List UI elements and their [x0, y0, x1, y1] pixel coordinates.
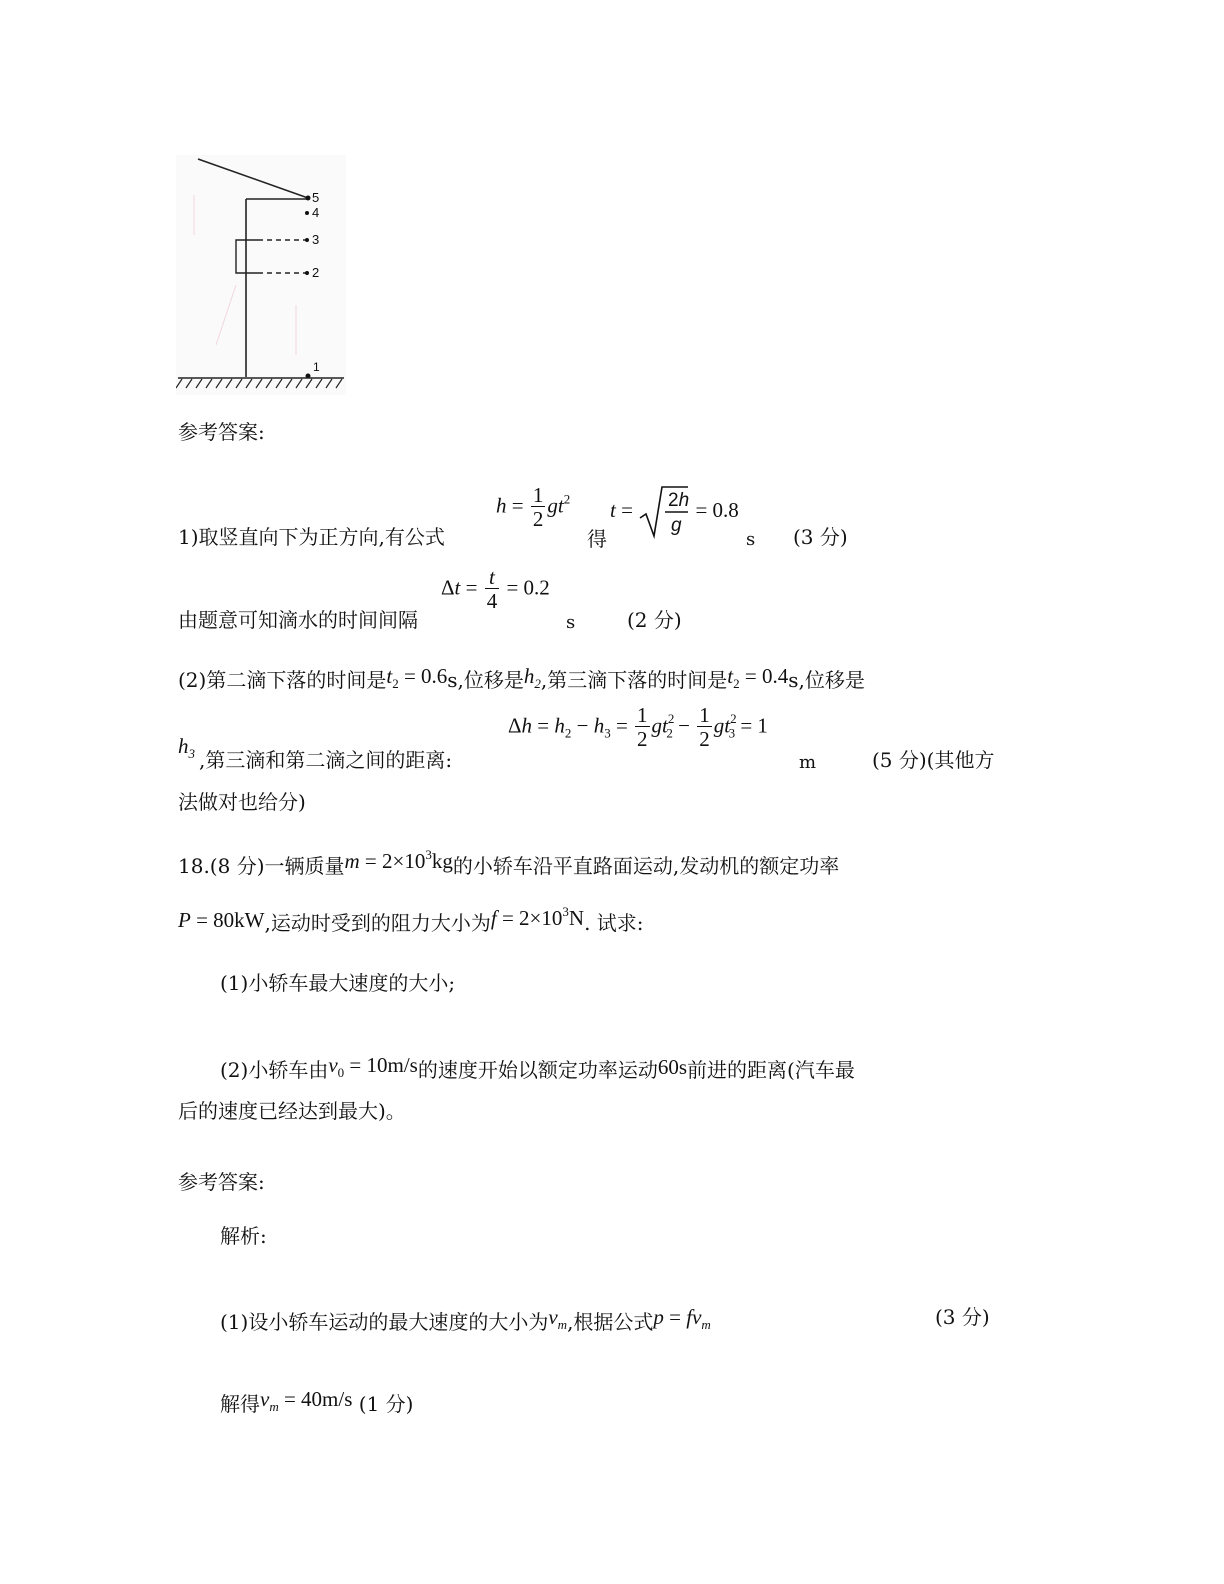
drop-label-1: 1 [313, 360, 320, 374]
line3-t3: $t_2 = 0.4$ [727, 664, 789, 691]
line3-d: s,位移是 [788, 668, 865, 692]
formula-delta-t: Δt = $\frac{t}{4}$ = 0.2 [441, 565, 550, 613]
problem18-q2 [220, 1053, 855, 1085]
drop-label-5: 5 [312, 190, 320, 205]
p18-q2-a: (2)小轿车由 [220, 1058, 329, 1082]
p18-q2-d: 后的速度已经达到最大)。 [178, 1099, 406, 1123]
answer1-line1-prefix: 1)取竖直向下为正方向,有公式 [178, 525, 445, 549]
a2-s2-a: 解得 [220, 1392, 260, 1416]
svg-text:g: g [671, 515, 682, 536]
formula-delta-h: $\Delta h = h_2 - h_3$ = $\frac{1}{2}$ $gt^2_2$ − $\frac{1}{2}$ $gt^2_3 = 1$ [508, 703, 768, 751]
p18-q2-c: 前进的距离(汽车最 [687, 1058, 855, 1082]
answer1-score-2: (2 分) [627, 608, 682, 632]
answer2-s2 [220, 1387, 413, 1419]
drop-label-3: 3 [312, 232, 320, 247]
drop-5 [306, 196, 311, 201]
answer2-label: 参考答案: [178, 1170, 265, 1194]
a2-s2-score: (1 分) [358, 1392, 414, 1416]
a2-s1-a: (1)设小轿车运动的最大速度的大小为 [220, 1310, 549, 1334]
answer2-analysis: 解析: [220, 1224, 267, 1248]
answer1-line3 [178, 664, 865, 696]
drop-label-4: 4 [312, 205, 320, 220]
p18-v0: $v_0 = 10m/s$ [328, 1053, 418, 1080]
line3-t2: $t_2 = 0.6$ [386, 664, 448, 691]
a2-vm: $v_m$ [548, 1305, 568, 1332]
p18-power: P = 80kW [178, 908, 265, 932]
a2-s1-score: (3 分) [935, 1305, 990, 1329]
answer1-de: 得 [587, 527, 607, 551]
p18-mass: $m = 2\times 10^3kg$ [344, 847, 453, 873]
p18-line2-b: . 试求: [584, 911, 644, 935]
line5-text: 法做对也给分) [178, 790, 306, 814]
drop-label-2: 2 [312, 265, 320, 280]
water-drop-figure [176, 155, 346, 395]
answer1-unit-s2: s [566, 612, 576, 633]
formula-h: h = $\frac{1}{2}$ $gt^2$ [496, 483, 571, 531]
formula-t: t = 2h g = 0.8 [610, 484, 739, 540]
line4-score: (5 分)(其他方 [872, 748, 995, 772]
p18-line2-a: ,运动时受到的阻力大小为 [264, 911, 491, 935]
p18-time: 60s [657, 1055, 688, 1079]
answer1-line2-prefix: 由题意可知滴水的时间间隔 [178, 608, 418, 632]
line3-c: ,第三滴下落的时间是 [540, 668, 728, 692]
answer1-unit-s: s [746, 529, 756, 550]
p18-force: $f = 2\times 10^3N$ [490, 904, 585, 930]
line3-h2: $h_2$ [523, 664, 541, 691]
problem18-line1 [178, 843, 839, 878]
line4-h3: $h_3$ [178, 734, 195, 761]
a2-s1-formula: $p = fv_m$ [653, 1305, 711, 1332]
problem18-line2 [178, 900, 644, 935]
drop-4 [305, 211, 309, 215]
p18-line1-b: 的小轿车沿平直路面运动,发动机的额定功率 [452, 854, 840, 878]
line3-b: s,位移是 [447, 668, 524, 692]
line4-text: ,第三滴和第二滴之间的距离: [199, 748, 453, 772]
answer2-s1 [220, 1305, 711, 1337]
answer1-score-3: (3 分) [793, 525, 848, 549]
line3-a: (2)第二滴下落的时间是 [178, 668, 387, 692]
svg-text:2h: 2h [668, 490, 690, 511]
p18-line1-a: 18.(8 分)一辆质量 [178, 854, 345, 878]
a2-s2-formula: $v_m = 40m/s$ [260, 1387, 353, 1414]
a2-s1-b: ,根据公式 [567, 1310, 654, 1334]
p18-q2-b: 的速度开始以额定功率运动 [417, 1058, 658, 1082]
drop-2 [305, 271, 309, 275]
drop-3 [305, 238, 309, 242]
p18-q1: (1)小轿车最大速度的大小; [220, 971, 456, 995]
answer-label: 参考答案: [178, 420, 265, 444]
line4-unit-m: m [799, 752, 817, 773]
